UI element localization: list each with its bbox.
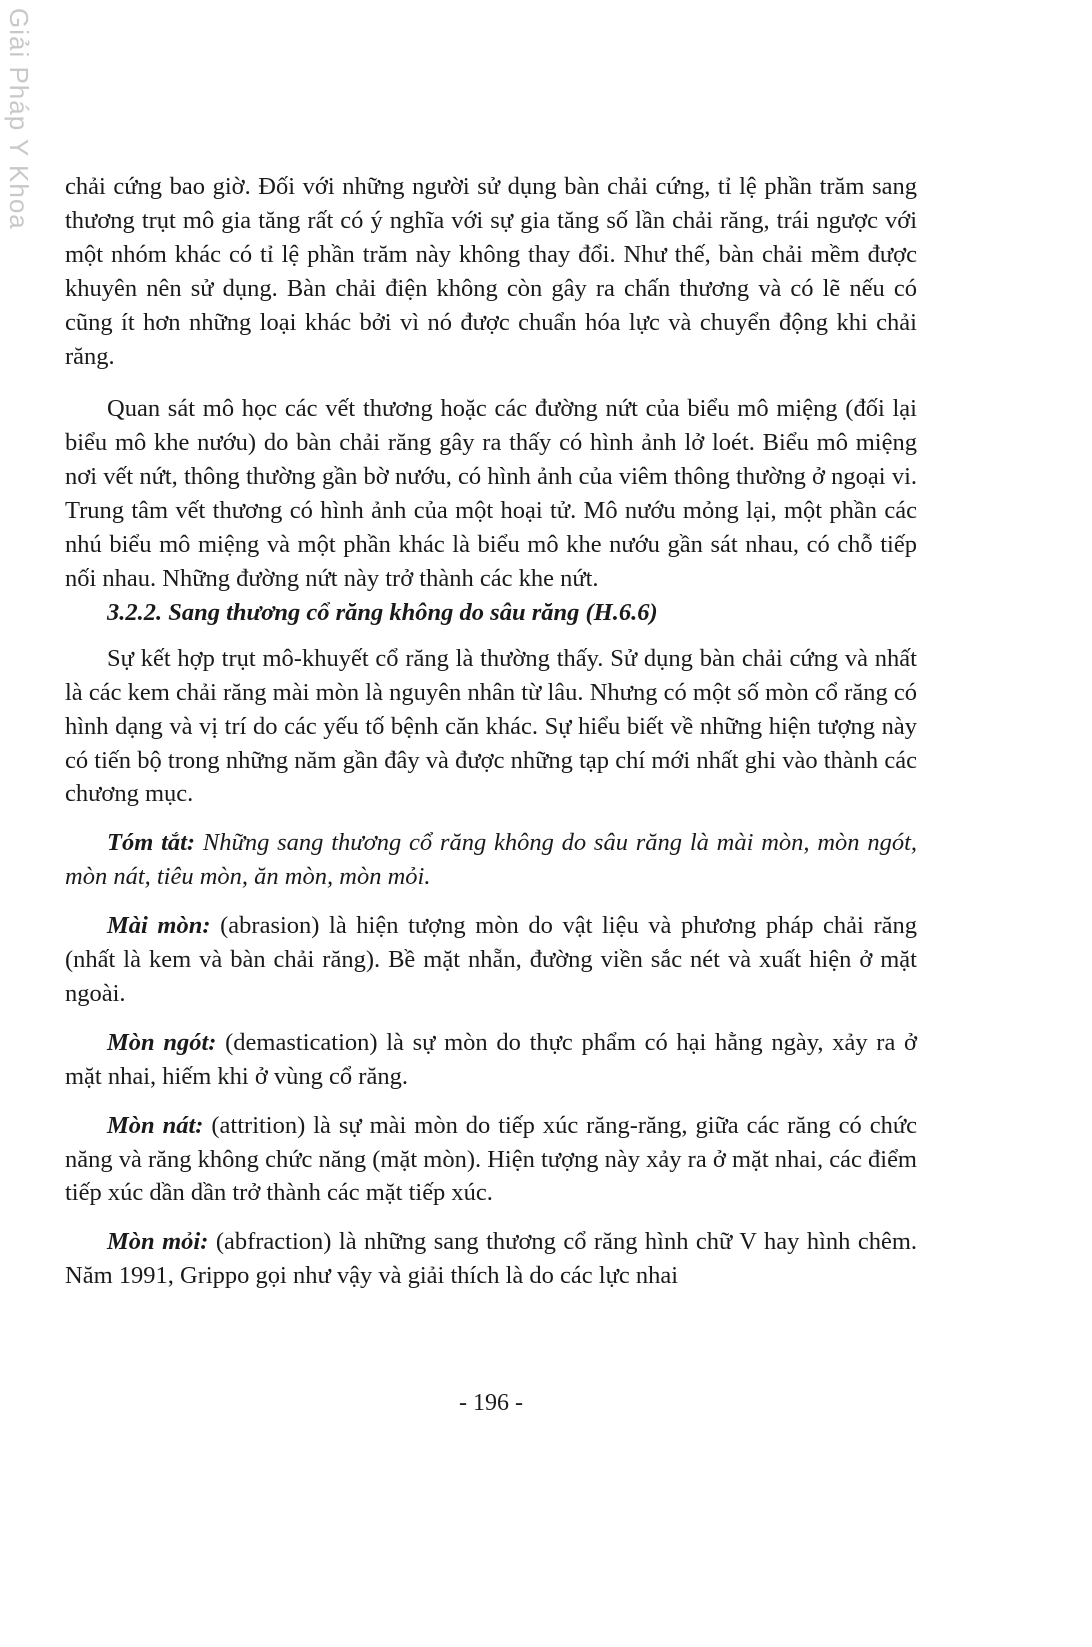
paragraph-abrasion <box>65 909 917 1011</box>
abrasion-text: (abrasion) là hiện tượng mòn do vật liệu và phương pháp chải răng (nhất là kem và bàn chải răng). Bề mặt nhẵn, đường viền sắc nét và xuất hiện ở mặt ngoài. <box>65 912 917 1007</box>
abrasion-term: Mài mòn: <box>107 912 211 940</box>
summary-text: Những sang thương cổ răng không do sâu răng là mài mòn, mòn ngót, mòn nát, tiêu mòn, ăn mòn, mòn mỏi. <box>65 829 917 891</box>
paragraph-summary <box>65 826 917 894</box>
page-body <box>65 170 917 1293</box>
paragraph-abfraction <box>65 1225 917 1293</box>
paragraph-demastication <box>65 1026 917 1094</box>
page-number: - 196 - <box>459 1390 523 1416</box>
section-heading: 3.2.2. Sang thương cổ răng không do sâu răng (H.6.6) <box>107 598 658 626</box>
paragraph-attrition <box>65 1109 917 1211</box>
paragraph-histology: Quan sát mô học các vết thương hoặc các đường nứt của biểu mô miệng (đối lại biểu mô khe nướu) do bàn chải răng gây ra thấy có hình ảnh lở loét. Biểu mô miệng nơi vết nứt, thông thường gần bờ nướu, có hình ảnh của viêm thông thường ở ngoại vi. Trung tâm vết thương có hình ảnh của một hoại tử. Mô nướu mỏng lại, một phần các nhú biểu mô miệng và một phần khác là biểu mô khe nướu gần sát nhau, có chỗ tiếp nối nhau. Những đường nứt này trở thành các khe nứt. <box>65 395 917 592</box>
watermark: Giải Pháp Y Khoa <box>4 8 34 230</box>
abfraction-text: (abfraction) là những sang thương cổ răng hình chữ V hay hình chêm. Năm 1991, Grippo gọi như vậy và giải thích là do các lực nhai <box>65 1228 917 1290</box>
paragraph-intro: Sự kết hợp trụt mô-khuyết cổ răng là thường thấy. Sử dụng bàn chải cứng và nhất là các kem chải răng mài mòn là nguyên nhân từ lâu. Nhưng có một số mòn cổ răng có hình dạng và vị trí do các yếu tố bệnh căn khác. Sự hiểu biết về những hiện tượng này có tiến bộ trong những năm gần đây và được những tạp chí mới nhất ghi vào thành các chương mục. <box>65 644 917 808</box>
paragraph-continuation: chải cứng bao giờ. Đối với những người sử dụng bàn chải cứng, tỉ lệ phần trăm sang thương trụt mô gia tăng rất có ý nghĩa với sự gia tăng số lần chải răng, trái ngược với một nhóm khác có tỉ lệ phần trăm này không thay đổi. Như thế, bàn chải mềm được khuyên nên sử dụng. Bàn chải điện không còn gây ra chấn thương và có lẽ nếu có cũng ít hơn những loại khác bởi vì nó được chuẩn hóa lực và chuyển động khi chải răng. <box>65 173 917 370</box>
attrition-term: Mòn nát: <box>107 1111 204 1139</box>
abfraction-term: Mòn mỏi: <box>107 1228 209 1256</box>
summary-term: Tóm tắt: <box>107 829 196 857</box>
demastication-text: (demastication) là sự mòn do thực phẩm có hại hằng ngày, xảy ra ở mặt nhai, hiếm khi ở vùng cổ răng. <box>65 1028 917 1090</box>
demastication-term: Mòn ngót: <box>107 1028 217 1056</box>
attrition-text: (attrition) là sự mài mòn do tiếp xúc răng-răng, giữa các răng có chức năng và răng không chức năng (mặt mòn). Hiện tượng này xảy ra ở mặt nhai, các điểm tiếp xúc dần dần trở thành các mặt tiếp xúc. <box>65 1111 917 1207</box>
